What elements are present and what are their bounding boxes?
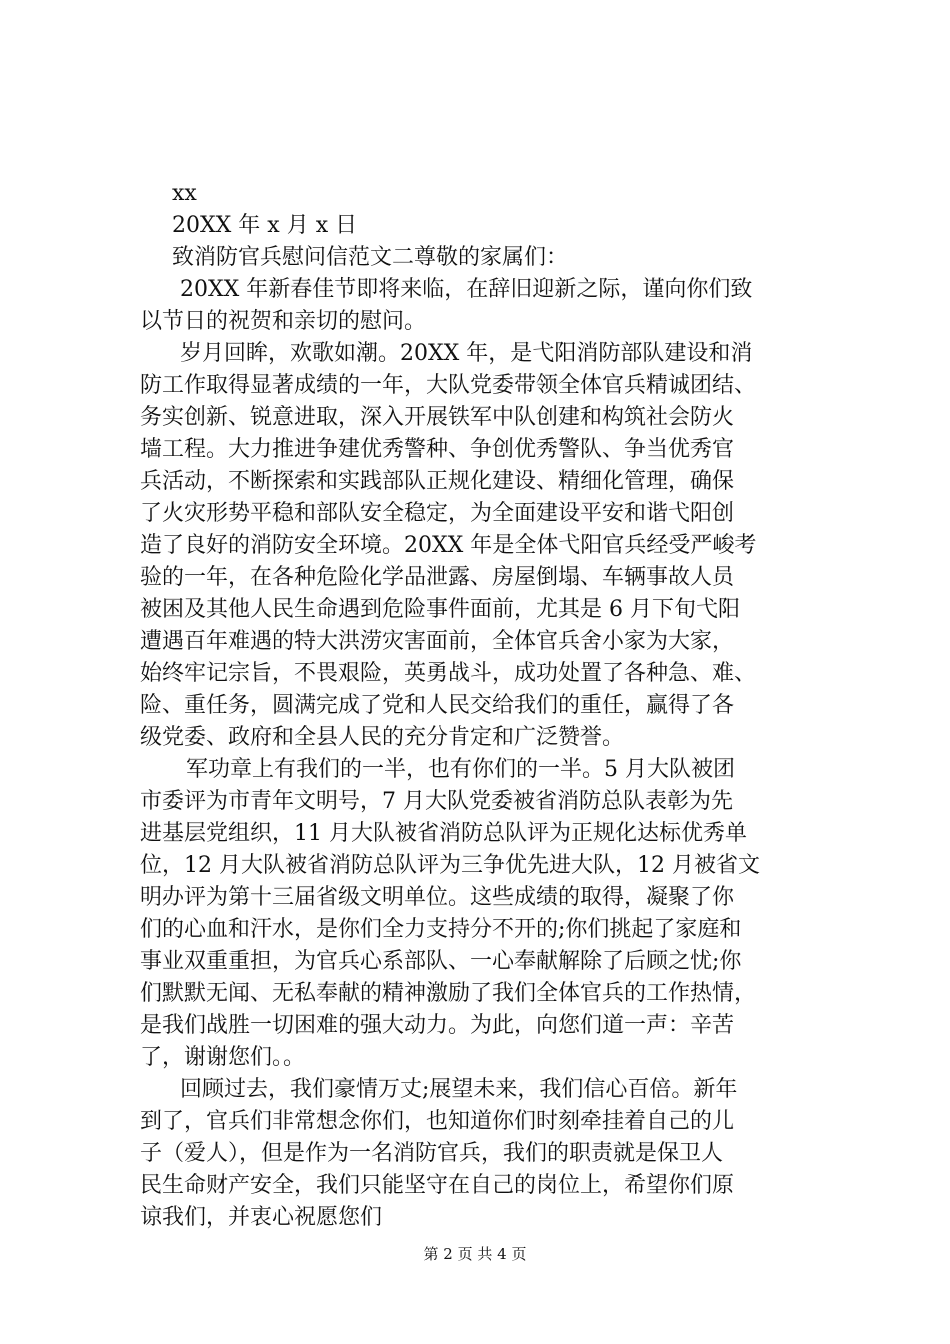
paragraph-line: 们默默无闻、无私奉献的精神激励了我们全体官兵的工作热情， xyxy=(140,981,757,1006)
paragraph-line: 回顾过去，我们豪情万丈;展望未来，我们信心百倍。新年 xyxy=(180,1077,738,1102)
paragraph-line: 了火灾形势平稳和部队安全稳定，为全面建设平安和谐弋阳创 xyxy=(140,501,735,526)
signature: xx xyxy=(172,181,197,206)
paragraph-line: 岁月回眸，欢歌如潮。20XX 年，是弋阳消防部队建设和消 xyxy=(180,341,753,366)
date-line: 20XX 年 x 月 x 日 xyxy=(172,213,358,238)
paragraph-3 xyxy=(140,754,862,1074)
paragraph-line: 到了，官兵们非常想念你们，也知道你们时刻牵挂着自己的儿 xyxy=(140,1109,735,1134)
paragraph-1 xyxy=(140,274,862,338)
paragraph-line: 事业双重重担，为官兵心系部队、一心奉献解除了后顾之忧;你 xyxy=(140,949,742,974)
paragraph-line: 市委评为市青年文明号，7 月大队党委被省消防总队表彰为先 xyxy=(140,789,733,814)
paragraph-line: 始终牢记宗旨，不畏艰险，英勇战斗，成功处置了各种急、难、 xyxy=(140,661,757,686)
paragraph-4 xyxy=(140,1074,862,1234)
paragraph-line: 是我们战胜一切困难的强大动力。为此，向您们道一声：辛苦 xyxy=(140,1013,735,1038)
paragraph-line: 务实创新、锐意进取，深入开展铁军中队创建和构筑社会防火 xyxy=(140,405,735,430)
paragraph-line: 谅我们，并衷心祝愿您们 xyxy=(140,1205,383,1230)
paragraph-line: 兵活动，不断探索和实践部队正规化建设、精细化管理，确保 xyxy=(140,469,735,494)
paragraph-line: 进基层党组织，11 月大队被省消防总队评为正规化达标优秀单 xyxy=(140,821,747,846)
paragraph-line: 墙工程。大力推进争建优秀警种、争创优秀警队、争当优秀官 xyxy=(140,437,735,462)
paragraph-line: 明办评为第十三届省级文明单位。这些成绩的取得，凝聚了你 xyxy=(140,885,735,910)
paragraph-line: 防工作取得显著成绩的一年，大队党委带领全体官兵精诚团结、 xyxy=(140,373,757,398)
paragraph-line: 级党委、政府和全县人民的充分肯定和广泛赞誉。 xyxy=(140,725,625,750)
paragraph-line: 造了良好的消防安全环境。20XX 年是全体弋阳官兵经受严峻考 xyxy=(140,533,757,558)
paragraph-line: 验的一年，在各种危险化学品泄露、房屋倒塌、车辆事故人员 xyxy=(140,565,735,590)
paragraph-line: 20XX 年新春佳节即将来临，在辞旧迎新之际，谨向你们致 xyxy=(180,277,753,302)
paragraph-2 xyxy=(140,338,862,754)
paragraph-line: 遭遇百年难遇的特大洪涝灾害面前，全体官兵舍小家为大家， xyxy=(140,629,735,654)
letter-title: 致消防官兵慰问信范文二尊敬的家属们： xyxy=(172,245,569,270)
paragraph-line: 民生命财产安全，我们只能坚守在自己的岗位上，希望你们原 xyxy=(140,1173,735,1198)
paragraph-line: 军功章上有我们的一半，也有你们的一半。5 月大队被团 xyxy=(186,757,735,782)
paragraph-line: 以节日的祝贺和亲切的慰问。 xyxy=(140,309,427,334)
paragraph-line: 险、重任务，圆满完成了党和人民交给我们的重任，赢得了各 xyxy=(140,693,735,718)
letter-body xyxy=(140,178,862,1234)
paragraph-line: 了，谢谢您们。。 xyxy=(140,1045,306,1070)
paragraph-line: 们的心血和汗水，是你们全力支持分不开的;你们挑起了家庭和 xyxy=(140,917,742,942)
paragraph-line: 被困及其他人民生命遇到危险事件面前，尤其是 6 月下旬弋阳 xyxy=(140,597,740,622)
paragraph-line: 位，12 月大队被省消防总队评为三争优先进大队，12 月被省文 xyxy=(140,853,760,878)
paragraph-line: 子（爱人），但是作为一名消防官兵，我们的职责就是保卫人 xyxy=(140,1141,724,1166)
page-number-footer: 第 2 页 共 4 页 xyxy=(423,1245,527,1263)
